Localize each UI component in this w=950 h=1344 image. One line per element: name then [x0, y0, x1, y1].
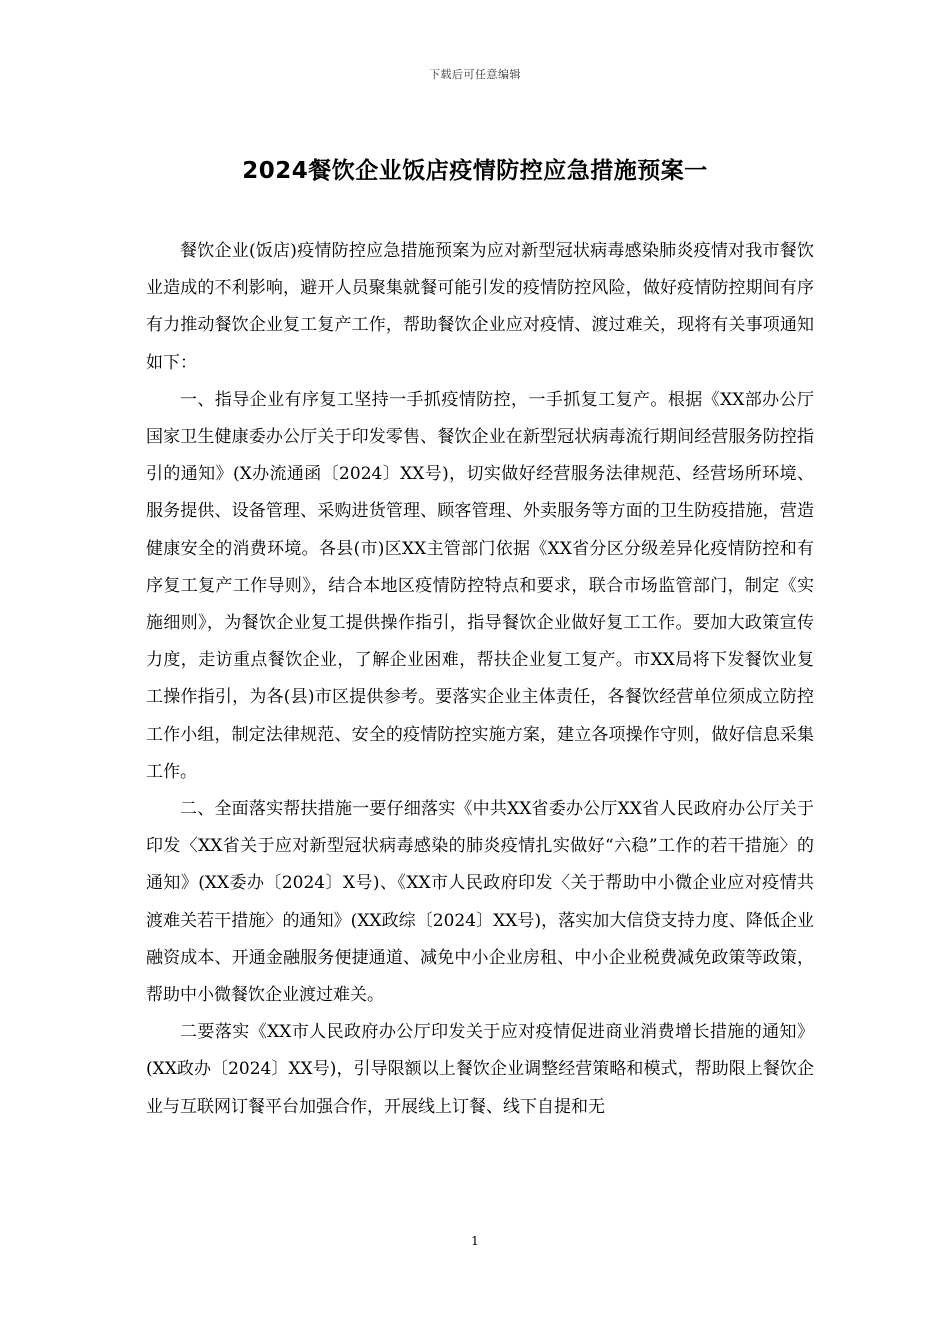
paragraph-section-2b: 二要落实《XX市人民政府办公厅印发关于应对疫情促进商业消费增长措施的通知》(XX政办〔2024〕XX号)，引导限额以上餐饮企业调整经营策略和模式，帮助限上餐饮企业与互联网订餐平台加强合作，开展线上订餐、线下自提和无 [146, 1022, 814, 1117]
page-number: 1 [471, 1234, 479, 1248]
paragraph-section-1: 一、指导企业有序复工坚持一手抓疫情防控，一手抓复工复产。根据《XX部办公厅国家卫生健康委办公厅关于印发零售、餐饮企业在新型冠状病毒流行期间经营服务防控指引的通知》(X办流通函〔2024〕XX号)，切实做好经营服务法律规范、经营场所环境、服务提供、设备管理、采购进货管理、顾客管理、外卖服务等方面的卫生防疫措施，营造健康安全的消费环境。各县(市)区XX主管部门依据《XX省分区分级差异化疫情防控和有序复工复产工作导则》，结合本地区疫情防控特点和要求，联合市场监管部门，制定《实施细则》，为餐饮企业复工提供操作指引，指导餐饮企业做好复工工作。要加大政策宣传力度，走访重点餐饮企业，了解企业困难，帮扶企业复工复产。市XX局将下发餐饮业复工操作指引，为各(县)市区提供参考。要落实企业主体责任，各餐饮经营单位须成立防控工作小组，制定法律规范、安全的疫情防控实施方案，建立各项操作守则，做好信息采集工作。 [146, 389, 814, 782]
header-note: 下载后可任意编辑 [429, 68, 521, 81]
paragraph-intro: 餐饮企业(饭店)疫情防控应急措施预案为应对新型冠状病毒感染肺炎疫情对我市餐饮业造成的不利影响，避开人员聚集就餐可能引发的疫情防控风险，做好疫情防控期间有序有力推动餐饮企业复工复产工作，帮助餐饮企业应对疫情、渡过难关，现将有关事项通知如下： [146, 241, 814, 373]
document-body [146, 233, 814, 1126]
document-title: 2024餐饮企业饭店疫情防控应急措施预案一 [242, 158, 708, 184]
paragraph-section-2: 二、全面落实帮扶措施一要仔细落实《中共XX省委办公厅XX省人民政府办公厅关于印发〈XX省关于应对新型冠状病毒感染的肺炎疫情扎实做好“六稳”工作的若干措施〉的通知》(XX委办〔2024〕X号)、《XX市人民政府印发〈关于帮助中小微企业应对疫情共渡难关若干措施〉的通知》(XX政综〔2024〕XX号)，落实加大信贷支持力度、降低企业融资成本、开通金融服务便捷通道、减免中小企业房租、中小企业税费减免政策等政策，帮助中小微餐饮企业渡过难关。 [146, 799, 814, 1006]
